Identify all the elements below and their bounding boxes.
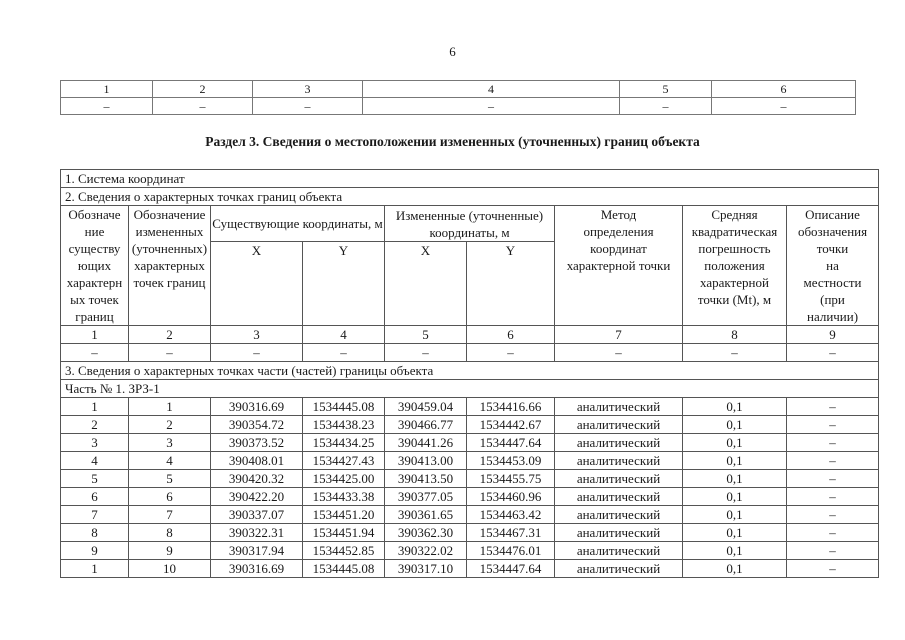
point-row xyxy=(61,398,879,416)
method-cell: аналитический xyxy=(555,398,683,416)
dash-cell: – xyxy=(303,344,385,362)
description-cell: – xyxy=(787,452,879,470)
existing-x-cell: 390322.31 xyxy=(211,524,303,542)
existing-point-cell: 6 xyxy=(61,488,129,506)
existing-x-cell: 390422.20 xyxy=(211,488,303,506)
description-cell: – xyxy=(787,542,879,560)
existing-x-cell: 390354.72 xyxy=(211,416,303,434)
coordinate-system-label: 1. Система координат xyxy=(61,170,879,188)
header-existing-x: X xyxy=(211,242,303,326)
existing-point-cell: 7 xyxy=(61,506,129,524)
changed-y-cell: 1534467.31 xyxy=(467,524,555,542)
existing-y-cell: 1534425.00 xyxy=(303,470,385,488)
description-cell: – xyxy=(787,470,879,488)
changed-x-cell: 390361.65 xyxy=(385,506,467,524)
coordinate-system-row xyxy=(61,170,879,188)
description-cell: – xyxy=(787,434,879,452)
part-label: Часть № 1. ЗРЗ-1 xyxy=(61,380,879,398)
point-row xyxy=(61,416,879,434)
error-cell: 0,1 xyxy=(683,560,787,578)
method-cell: аналитический xyxy=(555,560,683,578)
header-method: Метод определения координат характерной точки xyxy=(555,206,683,326)
continuation-header-cell: 1 xyxy=(61,81,153,98)
existing-y-cell: 1534427.43 xyxy=(303,452,385,470)
existing-x-cell: 390408.01 xyxy=(211,452,303,470)
error-cell: 0,1 xyxy=(683,398,787,416)
point-row xyxy=(61,506,879,524)
continuation-cell: – xyxy=(253,98,363,115)
existing-y-cell: 1534451.20 xyxy=(303,506,385,524)
continuation-header-cell: 5 xyxy=(620,81,712,98)
changed-point-cell: 3 xyxy=(129,434,211,452)
continuation-header-row xyxy=(61,81,856,98)
dash-cell: – xyxy=(385,344,467,362)
changed-point-cell: 9 xyxy=(129,542,211,560)
header-existing-point-designation: Обозначе ние существу ющих характерн ых точек границ xyxy=(61,206,129,326)
dash-cell: – xyxy=(211,344,303,362)
changed-x-cell: 390413.50 xyxy=(385,470,467,488)
point-row xyxy=(61,470,879,488)
changed-y-cell: 1534416.66 xyxy=(467,398,555,416)
dash-cell: – xyxy=(787,344,879,362)
existing-point-cell: 4 xyxy=(61,452,129,470)
existing-point-cell: 5 xyxy=(61,470,129,488)
boundary-points-label: 2. Сведения о характерных точках границ объекта xyxy=(61,188,879,206)
page-number: 6 xyxy=(449,44,456,59)
continuation-cell: – xyxy=(712,98,856,115)
column-number-cell: 6 xyxy=(467,326,555,344)
column-number-cell: 7 xyxy=(555,326,683,344)
changed-x-cell: 390362.30 xyxy=(385,524,467,542)
column-number-cell: 8 xyxy=(683,326,787,344)
changed-point-cell: 2 xyxy=(129,416,211,434)
existing-point-cell: 1 xyxy=(61,560,129,578)
error-cell: 0,1 xyxy=(683,470,787,488)
boundary-points-row xyxy=(61,188,879,206)
continuation-header-cell: 2 xyxy=(153,81,253,98)
column-number-cell: 3 xyxy=(211,326,303,344)
existing-point-cell: 1 xyxy=(61,398,129,416)
description-cell: – xyxy=(787,506,879,524)
description-cell: – xyxy=(787,416,879,434)
header-changed-x: X xyxy=(385,242,467,326)
error-cell: 0,1 xyxy=(683,488,787,506)
dash-cell: – xyxy=(61,344,129,362)
description-cell: – xyxy=(787,560,879,578)
error-cell: 0,1 xyxy=(683,506,787,524)
method-cell: аналитический xyxy=(555,452,683,470)
existing-point-cell: 2 xyxy=(61,416,129,434)
existing-point-cell: 9 xyxy=(61,542,129,560)
point-rows xyxy=(61,398,879,578)
continuation-cell: – xyxy=(153,98,253,115)
header-changed-y: Y xyxy=(467,242,555,326)
existing-x-cell: 390316.69 xyxy=(211,560,303,578)
part-label-row xyxy=(61,380,879,398)
existing-point-cell: 8 xyxy=(61,524,129,542)
error-cell: 0,1 xyxy=(683,542,787,560)
existing-y-cell: 1534445.08 xyxy=(303,398,385,416)
changed-x-cell: 390317.10 xyxy=(385,560,467,578)
method-cell: аналитический xyxy=(555,488,683,506)
column-number-cell: 2 xyxy=(129,326,211,344)
column-number-cell: 4 xyxy=(303,326,385,344)
header-existing-coordinates: Существующие координаты, м xyxy=(211,206,385,242)
description-cell: – xyxy=(787,398,879,416)
changed-y-cell: 1534476.01 xyxy=(467,542,555,560)
continuation-cell: – xyxy=(363,98,620,115)
column-numbering-row xyxy=(61,326,879,344)
error-cell: 0,1 xyxy=(683,416,787,434)
changed-point-cell: 5 xyxy=(129,470,211,488)
header-changed-coordinates: Измененные (уточненные) координаты, м xyxy=(385,206,555,242)
header-changed-point-designation: Обозначение измененных (уточненных) характерных точек границ xyxy=(129,206,211,326)
changed-point-cell: 8 xyxy=(129,524,211,542)
changed-y-cell: 1534460.96 xyxy=(467,488,555,506)
changed-x-cell: 390413.00 xyxy=(385,452,467,470)
method-cell: аналитический xyxy=(555,542,683,560)
existing-y-cell: 1534433.38 xyxy=(303,488,385,506)
changed-x-cell: 390459.04 xyxy=(385,398,467,416)
point-row xyxy=(61,434,879,452)
changed-x-cell: 390466.77 xyxy=(385,416,467,434)
method-cell: аналитический xyxy=(555,506,683,524)
changed-point-cell: 7 xyxy=(129,506,211,524)
existing-y-cell: 1534451.94 xyxy=(303,524,385,542)
existing-y-cell: 1534445.08 xyxy=(303,560,385,578)
continuation-cell: – xyxy=(61,98,153,115)
error-cell: 0,1 xyxy=(683,452,787,470)
existing-y-cell: 1534434.25 xyxy=(303,434,385,452)
boundary-points-table xyxy=(60,169,879,578)
changed-y-cell: 1534442.67 xyxy=(467,416,555,434)
error-cell: 0,1 xyxy=(683,524,787,542)
header-point-description: Описание обозначения точки на местности (при наличии) xyxy=(787,206,879,326)
continuation-dash-row xyxy=(61,98,856,115)
error-cell: 0,1 xyxy=(683,434,787,452)
column-number-cell: 5 xyxy=(385,326,467,344)
changed-y-cell: 1534455.75 xyxy=(467,470,555,488)
method-cell: аналитический xyxy=(555,470,683,488)
existing-y-cell: 1534452.85 xyxy=(303,542,385,560)
continuation-header-cell: 3 xyxy=(253,81,363,98)
dash-cell: – xyxy=(467,344,555,362)
existing-point-cell: 3 xyxy=(61,434,129,452)
changed-y-cell: 1534447.64 xyxy=(467,434,555,452)
method-cell: аналитический xyxy=(555,524,683,542)
point-row xyxy=(61,542,879,560)
description-cell: – xyxy=(787,524,879,542)
header-row-top xyxy=(61,206,879,242)
dash-cell: – xyxy=(555,344,683,362)
changed-x-cell: 390322.02 xyxy=(385,542,467,560)
dash-cell: – xyxy=(129,344,211,362)
part-points-label: 3. Сведения о характерных точках части (частей) границы объекта xyxy=(61,362,879,380)
changed-x-cell: 390377.05 xyxy=(385,488,467,506)
changed-point-cell: 1 xyxy=(129,398,211,416)
section-title: Раздел 3. Сведения о местоположении измененных (уточненных) границ объекта xyxy=(205,134,700,149)
continuation-header-cell: 4 xyxy=(363,81,620,98)
changed-point-cell: 4 xyxy=(129,452,211,470)
existing-x-cell: 390316.69 xyxy=(211,398,303,416)
changed-x-cell: 390441.26 xyxy=(385,434,467,452)
column-number-cell: 1 xyxy=(61,326,129,344)
part-points-row xyxy=(61,362,879,380)
header-mean-error: Средняя квадратическая погрешность положения характерной точки (Mt), м xyxy=(683,206,787,326)
existing-x-cell: 390373.52 xyxy=(211,434,303,452)
changed-y-cell: 1534463.42 xyxy=(467,506,555,524)
point-row xyxy=(61,560,879,578)
changed-point-cell: 6 xyxy=(129,488,211,506)
point-row xyxy=(61,452,879,470)
dash-row xyxy=(61,344,879,362)
method-cell: аналитический xyxy=(555,416,683,434)
method-cell: аналитический xyxy=(555,434,683,452)
point-row xyxy=(61,524,879,542)
description-cell: – xyxy=(787,488,879,506)
changed-y-cell: 1534447.64 xyxy=(467,560,555,578)
existing-x-cell: 390420.32 xyxy=(211,470,303,488)
existing-y-cell: 1534438.23 xyxy=(303,416,385,434)
continuation-table xyxy=(60,80,856,115)
point-row xyxy=(61,488,879,506)
changed-y-cell: 1534453.09 xyxy=(467,452,555,470)
existing-x-cell: 390317.94 xyxy=(211,542,303,560)
changed-point-cell: 10 xyxy=(129,560,211,578)
existing-x-cell: 390337.07 xyxy=(211,506,303,524)
continuation-header-cell: 6 xyxy=(712,81,856,98)
header-existing-y: Y xyxy=(303,242,385,326)
continuation-cell: – xyxy=(620,98,712,115)
column-number-cell: 9 xyxy=(787,326,879,344)
dash-cell: – xyxy=(683,344,787,362)
